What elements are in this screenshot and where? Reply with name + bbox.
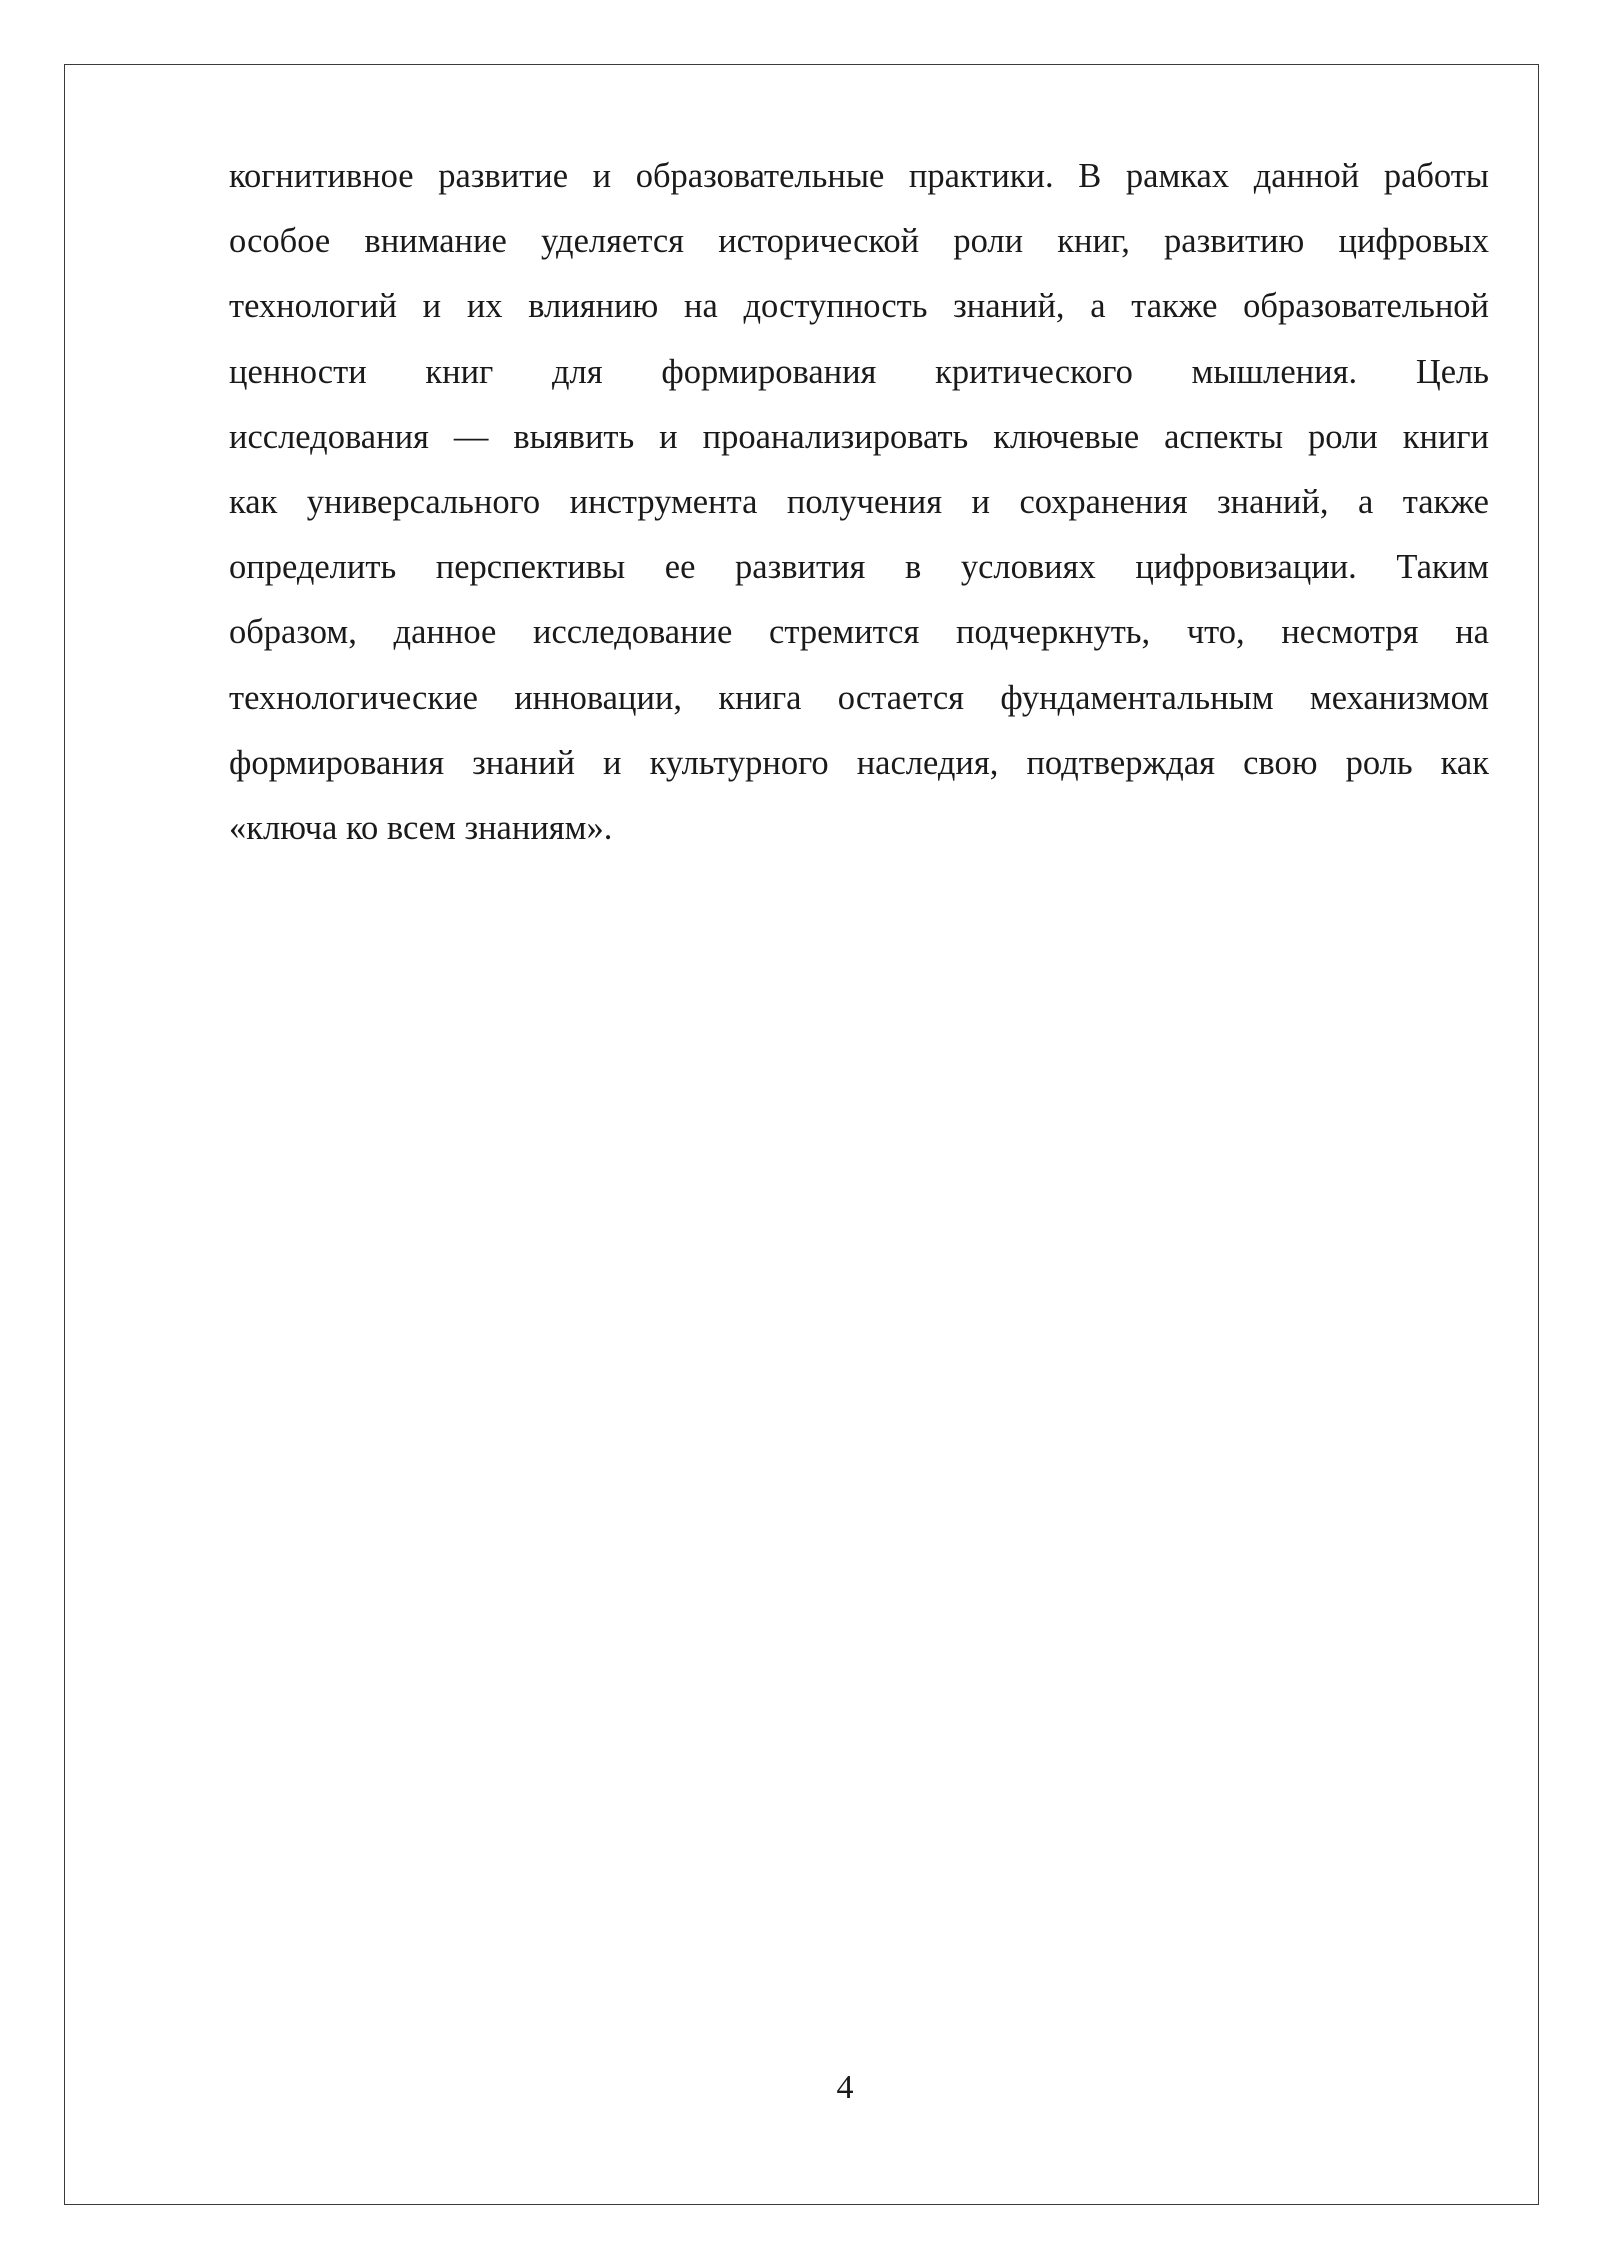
paragraph-line: формирования знаний и культурного наследия, подтверждая свою роль как	[229, 743, 1489, 782]
page-number: 4	[836, 2069, 854, 2106]
paragraph-line: «ключа ко всем знаниям».	[229, 809, 613, 848]
paragraph-line: исследования — выявить и проанализировать ключевые аспекты роли книги	[229, 417, 1489, 456]
paragraph-line: технологий и их влиянию на доступность знаний, а также образовательной	[229, 287, 1489, 326]
paragraph-line: ценности книг для формирования критического мышления. Цель	[229, 352, 1489, 391]
paragraph-line: образом, данное исследование стремится подчеркнуть, что, несмотря на	[229, 613, 1489, 652]
body-paragraph	[229, 144, 1489, 861]
paragraph-line: особое внимание уделяется исторической роли книг, развитию цифровых	[229, 222, 1489, 261]
paragraph-line: определить перспективы ее развития в условиях цифровизации. Таким	[229, 548, 1489, 587]
paragraph-line: технологические инновации, книга остается фундаментальным механизмом	[229, 678, 1489, 717]
paragraph-line: как универсального инструмента получения и сохранения знаний, а также	[229, 483, 1489, 522]
paragraph-line: когнитивное развитие и образовательные практики. В рамках данной работы	[229, 157, 1489, 195]
